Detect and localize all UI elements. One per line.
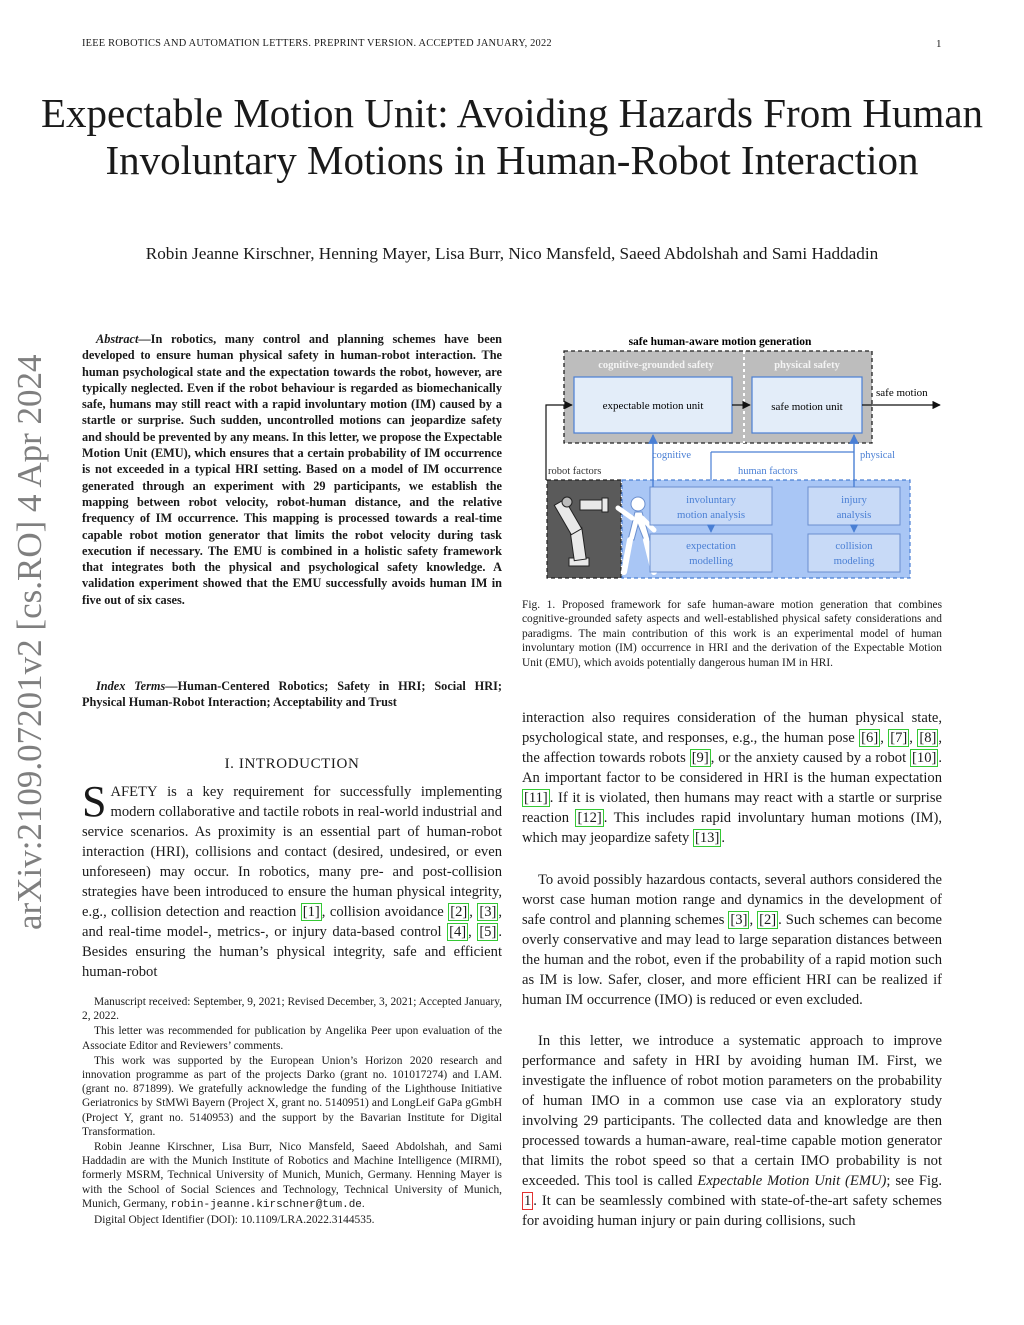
affiliation-text: Robin Jeanne Kirschner, Lisa Burr, Nico Mansfeld, Saeed Abdolshah, and Sami Haddadin are with the Munich Institute of Robotics and Machine Intelligence (MIRMI), formerly MSRM, Technical University of Munich, Munich, Germany. Henning Mayer is with the School of Social Sciences and Technology, Technical University of Munich, Munich, Germany, [82,1141,502,1210]
email-link[interactable]: robin-jeanne.kirschner@tum.de [170,1198,362,1211]
physical-label: physical [860,450,895,461]
intro-paragraph-4 [522,1031,942,1231]
small-caps-word: AFETY [110,784,158,800]
emphasis-text: Expectable Motion Unit (EMU) [697,1173,887,1189]
text-span: In this letter, we introduce a systematic approach to improve performance and safety in HRI by avoiding human IM. First, we investigate the influence of robot motion parameters on the probability of human IMO in a common use case via an exploratory study involving 29 participants. The collected data and knowledge are then processed towards a human-aware, real-time capable motion generator that limits the robot speed so that a certain IMO probability is not exceeded. This tool is called [522,1033,942,1189]
citation-link[interactable]: [3] [479,904,497,920]
footnote-affiliations [82,1140,502,1212]
footnote-funding: This work was supported by the European Union’s Horizon 2020 research and innovation programme as part of the projects Darko (grant no. 101017274) and I.AM. (grant no. 871899). We gratefully acknowledge the funding of the Lighthouse Initiative Geriatronics by StMWi Bayern (Project X, grant no. 5140951) and LongLeif GaPa gGmbH (Project Y, grant no. 5140953) and the support by the Bavarian Institute for Digital Transformation. [82,1054,502,1138]
drop-cap: S [82,777,107,826]
text-span: is a key requirement for successfully implementing modern collaborative and tactile robots in real-world industrial and service scenarios. As proximity is an essential part of human-robot interaction (HRI), collisions and contact (desired, undesired, or even unforeseen) may occur. In robotics, many pre- and post-collision strategies have been introduced to ensure the human physical integrity, e.g., collision detection and reaction [82,784,502,920]
text-span: , the affection towards robots [522,730,943,766]
physical-header: physical safety [774,360,840,371]
footnotes [82,995,502,1228]
collision-line-2: modeling [833,555,875,567]
expectable-motion-unit-label: expectable motion unit [602,400,704,412]
page-number: 1 [936,38,942,50]
footnote-doi: Digital Object Identifier (DOI): 10.1109/LRA.2022.3144535. [94,1214,375,1227]
citation-link[interactable]: [3] [730,912,748,928]
top-label: safe human-aware motion generation [628,336,812,348]
footnote-recommended: This letter was recommended for publication by Angelika Peer upon evaluation of the Associate Editor and Reviewers’ comments. [82,1025,502,1052]
citation-link[interactable]: [8] [919,730,937,746]
paper-title: Expectable Motion Unit: Avoiding Hazards From Human Involuntary Motions in Human-Robot Interaction [40,90,984,183]
expectation-line-1: expectation [686,540,736,552]
citation-link[interactable]: [2] [450,904,468,920]
figure-reference-link[interactable]: 1 [524,1193,532,1209]
cognitive-label: cognitive [652,450,692,461]
text-span: . Such schemes can become overly conservative and may lead to large separation distances between the human and the robot, even if the probability of a rapid motion such as IM is low. Safer, closer, and more efficient HRI can be realized if human IM occurrence (IMO) is reduced or even excluded. [522,912,943,1008]
citation-link[interactable]: [13] [695,830,720,846]
citation-link[interactable]: [12] [577,810,602,826]
citation-link[interactable]: [1] [302,904,320,920]
citation-link[interactable]: [10] [912,750,937,766]
index-terms-text: —Human-Centered Robotics; Safety in HRI; Social HRI; Physical Human-Robot Interaction; Acceptability and Trust [82,679,502,710]
text-span: , [880,730,889,746]
figure-caption: Fig. 1. Proposed framework for safe human-aware motion generation that combines cognitive-grounded safety aspects and well-established physical safety considerations and paradigms. The main contribution of this work is an experimental model of human involuntary motion (IM) occurrence in HRI and the derivation of the Expectable Motion Unit (EMU), which avoids potentially dangerous human IM in HRI. [522,599,942,669]
cognitive-header: cognitive-grounded safety [598,360,714,371]
intro-paragraph-1 [82,777,503,982]
im-analysis-line-2: motion analysis [676,509,746,521]
abstract-lead: Abstract [96,332,139,346]
footnote-manuscript: Manuscript received: September, 9, 2021; Revised December, 3, 2021; Accepted January, 2, 2022. [82,996,502,1023]
text-span: . Besides ensuring the human’s physical integrity, safe and efficient human-robot [82,924,502,980]
citation-link[interactable]: [6] [861,730,879,746]
index-terms [82,678,502,711]
citation-link[interactable]: [9] [691,750,709,766]
figure-1 [522,330,942,590]
text-span: , [469,904,478,920]
citation-link[interactable]: [2] [759,912,777,928]
injury-line-1: injury [841,494,867,506]
index-terms-lead: Index Terms [96,679,166,693]
text-span: , [468,924,478,940]
injury-line-2: analysis [836,509,872,521]
safe-motion-label: safe motion [876,387,928,399]
expectation-line-2: modelling [689,555,733,567]
text-span: , [749,912,758,928]
citation-link[interactable]: [7] [890,730,908,746]
citation-link[interactable]: [5] [479,924,497,940]
collision-line-1: collision [835,540,873,552]
abstract-text: —In robotics, many control and planning schemes have been developed to ensure human physical safety in human-robot interaction. The human psychological state and the expectation towards the robot, however, are typically neglected. Even if the robot behaviour is regarded as biomechanically safe, humans may still react with a rapid involuntary motion (IM) caused by a startle or surprise. Such sudden, uncontrolled motions can jeopardize safety and should be prevented by any means. In this letter, we propose the Expectable Motion Unit (EMU), which ensures that a certain probability of IM occurrence is not exceeded in a typical HRI setting. Based on a model of IM occurrence generated through an experiment with 29 participants, we establish the mapping between robot velocity, robot-human distance, and the relative frequency of IM occurrence. This mapping is processed towards a real-time capable robot motion generator that limits the robot velocity during task execution if necessary. The EMU is combined in a holistic safety framework that integrates both the physical and psychological safety knowledge. A validation experiment showed that the EMU successfully avoids human IM in five out of six cases. [82,332,502,607]
arxiv-stamp[interactable]: arXiv:2109.07201v2 [cs.RO] 4 Apr 2024 [10,354,49,930]
text-span: , or the anxiety caused by a robot [710,750,911,766]
text-span: ; see Fig. [886,1173,943,1189]
citation-link[interactable]: [11] [524,790,548,806]
human-factors-label: human factors [738,466,798,477]
section-heading: I. INTRODUCTION [224,756,360,772]
text-span: , and real-time model-, metrics-, or injury data-based control [82,904,503,940]
text-span: To avoid possibly hazardous contacts, several authors considered the worst case human motion range and dynamics in the development of safe control and planning schemes [522,872,942,928]
intro-paragraph-2 [522,708,942,848]
text-span: . This includes rapid involuntary human motions (IM), which may jeopardize safety [522,810,942,846]
text-span: . It can be seamlessly combined with state-of-the-art safety schemes for avoiding human injury or pain during collisions, such [522,1193,942,1229]
author-list: Robin Jeanne Kirschner, Henning Mayer, Lisa Burr, Nico Mansfeld, Saeed Abdolshah and Sami Haddadin [145,244,879,263]
text-span: . [361,1197,365,1210]
intro-paragraph-3 [522,870,942,1010]
im-analysis-line-1: involuntary [686,494,736,506]
text-span: , [909,730,918,746]
text-span: . An important factor to be considered in HRI is the human expectation [522,750,943,786]
running-header: IEEE ROBOTICS AND AUTOMATION LETTERS. PREPRINT VERSION. ACCEPTED JANUARY, 2022 [82,38,552,49]
robot-factors-label: robot factors [548,466,602,477]
text-span: . [721,830,725,846]
text-span: interaction also requires consideration of the human physical state, psychological state, and responses, e.g., the human pose [522,710,942,746]
safe-motion-unit-label: safe motion unit [771,401,843,413]
framework-diagram [522,330,942,590]
text-span: , collision avoidance [321,904,449,920]
text-span: . If it is violated, then humans may react with a startle or surprise reaction [522,790,942,826]
citation-link[interactable]: [4] [449,924,467,940]
abstract [82,331,502,608]
